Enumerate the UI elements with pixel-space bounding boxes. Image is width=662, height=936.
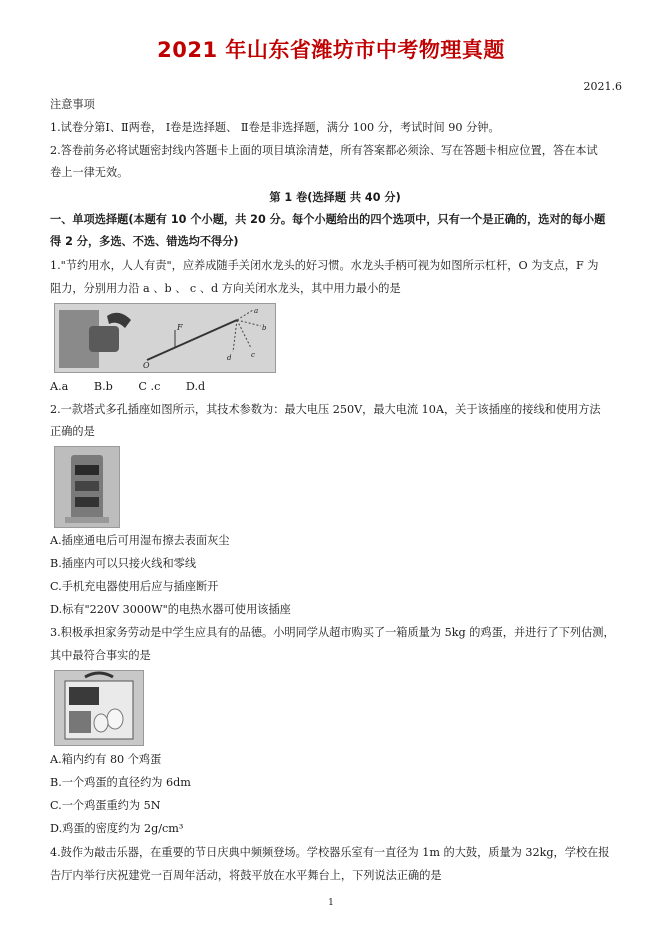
q4-line-1: 4.鼓作为敲击乐器，在重要的节日庆典中频频登场。学校器乐室有一直径为 1m 的大鼓，质量为 32kg，学校在报 xyxy=(50,846,610,859)
q2-option-c: C.手机充电器使用后应与插座断开 xyxy=(50,580,219,593)
label-d: d xyxy=(227,354,232,362)
q1-options xyxy=(50,377,620,397)
label-c: c xyxy=(251,351,255,359)
q1-line-2: 阻力，分别用力沿 a 、b 、 c 、d 方向关闭水龙头，其中用力最小的是 xyxy=(50,282,401,295)
q1-faucet-figure xyxy=(54,303,276,373)
exam-date: 2021.6 xyxy=(583,80,622,93)
notice-item-2a: 2.答卷前务必将试题密封线内答题卡上面的项目填涂清楚，所有答案都必须涂、写在答题卡相应位置，答在本试 xyxy=(50,144,598,157)
q4-line-2: 告厅内举行庆祝建党一百周年活动，将鼓平放在水平舞台上，下列说法正确的是 xyxy=(50,869,442,882)
q1-option-c: C .c xyxy=(138,380,161,393)
socket-base xyxy=(65,517,109,523)
plug-slot-2 xyxy=(75,481,99,491)
notice-item-1: 1.试卷分第Ⅰ、Ⅱ两卷， Ⅰ卷是选择题、 Ⅱ卷是非选择题，满分 100 分，考试时间 90 分钟。 xyxy=(50,121,500,134)
q1-line-1: 1."节约用水，人人有责"，应养成随手关闭水龙头的好习惯。水龙头手柄可视为如图所示杠杆，O 为支点，F 为 xyxy=(50,259,599,272)
q3-option-c: C.一个鸡蛋重约为 5N xyxy=(50,799,161,812)
plug-slot-1 xyxy=(75,465,99,475)
page-number: 1 xyxy=(328,898,334,908)
lever-diagram xyxy=(55,304,275,372)
section-desc-b: 得 2 分，多选、不选、错选均不得分) xyxy=(50,235,239,248)
q3-eggbox-figure xyxy=(54,670,144,746)
notice-item-2b: 卷上一律无效。 xyxy=(50,166,129,179)
page-title: 2021 年山东省潍坊市中考物理真题 xyxy=(157,38,505,62)
label-b: b xyxy=(262,324,267,332)
egg-box-image xyxy=(55,671,143,745)
egg-2 xyxy=(94,714,108,732)
force-label-F: F xyxy=(177,323,183,332)
q3-line-1: 3.积极承担家务劳动是中学生应具有的品德。小明同学从超市购买了一箱质量为 5kg 的鸡蛋，并进行了下列估测， xyxy=(50,626,615,639)
pivot-label-O: O xyxy=(143,361,150,370)
tower-socket-image xyxy=(55,447,119,527)
faucet-body xyxy=(89,326,119,352)
plug-slot-3 xyxy=(75,497,99,507)
q3-option-d: D.鸡蛋的密度约为 2g/cm³ xyxy=(50,822,184,835)
q1-option-b: B.b xyxy=(93,380,113,393)
egg-1 xyxy=(107,709,123,729)
q1-option-d: D.d xyxy=(185,380,206,393)
q3-option-b: B.一个鸡蛋的直径约为 6dm xyxy=(50,776,191,789)
q2-socket-figure xyxy=(54,446,120,528)
q3-line-2: 其中最符合事实的是 xyxy=(50,649,151,662)
q1-option-a: A.a xyxy=(50,380,69,393)
q2-option-b: B.插座内可以只接火线和零线 xyxy=(50,557,197,570)
q3-option-a: A.箱内约有 80 个鸡蛋 xyxy=(50,753,162,766)
box-label xyxy=(69,687,99,705)
q2-line-1: 2.一款塔式多孔插座如图所示，其技术参数为：最大电压 250V，最大电流 10A，关于该插座的接线和使用方法 xyxy=(50,403,601,416)
q2-option-a: A.插座通电后可用湿布擦去表面灰尘 xyxy=(50,534,230,547)
section-desc-a: 一、单项选择题(本题有 10 个小题，共 20 分。每个小题给出的四个选项中，只有一个是正确的，选对的每小题 xyxy=(50,213,606,226)
section-title: 第 1 卷(选择题 共 40 分) xyxy=(269,191,401,204)
q2-option-d: D.标有"220V 3000W"的电热水器可使用该插座 xyxy=(50,603,291,616)
q2-line-2: 正确的是 xyxy=(50,425,95,438)
notice-heading: 注意事项 xyxy=(50,98,95,111)
hen-picture xyxy=(69,711,91,733)
label-a: a xyxy=(254,307,259,315)
